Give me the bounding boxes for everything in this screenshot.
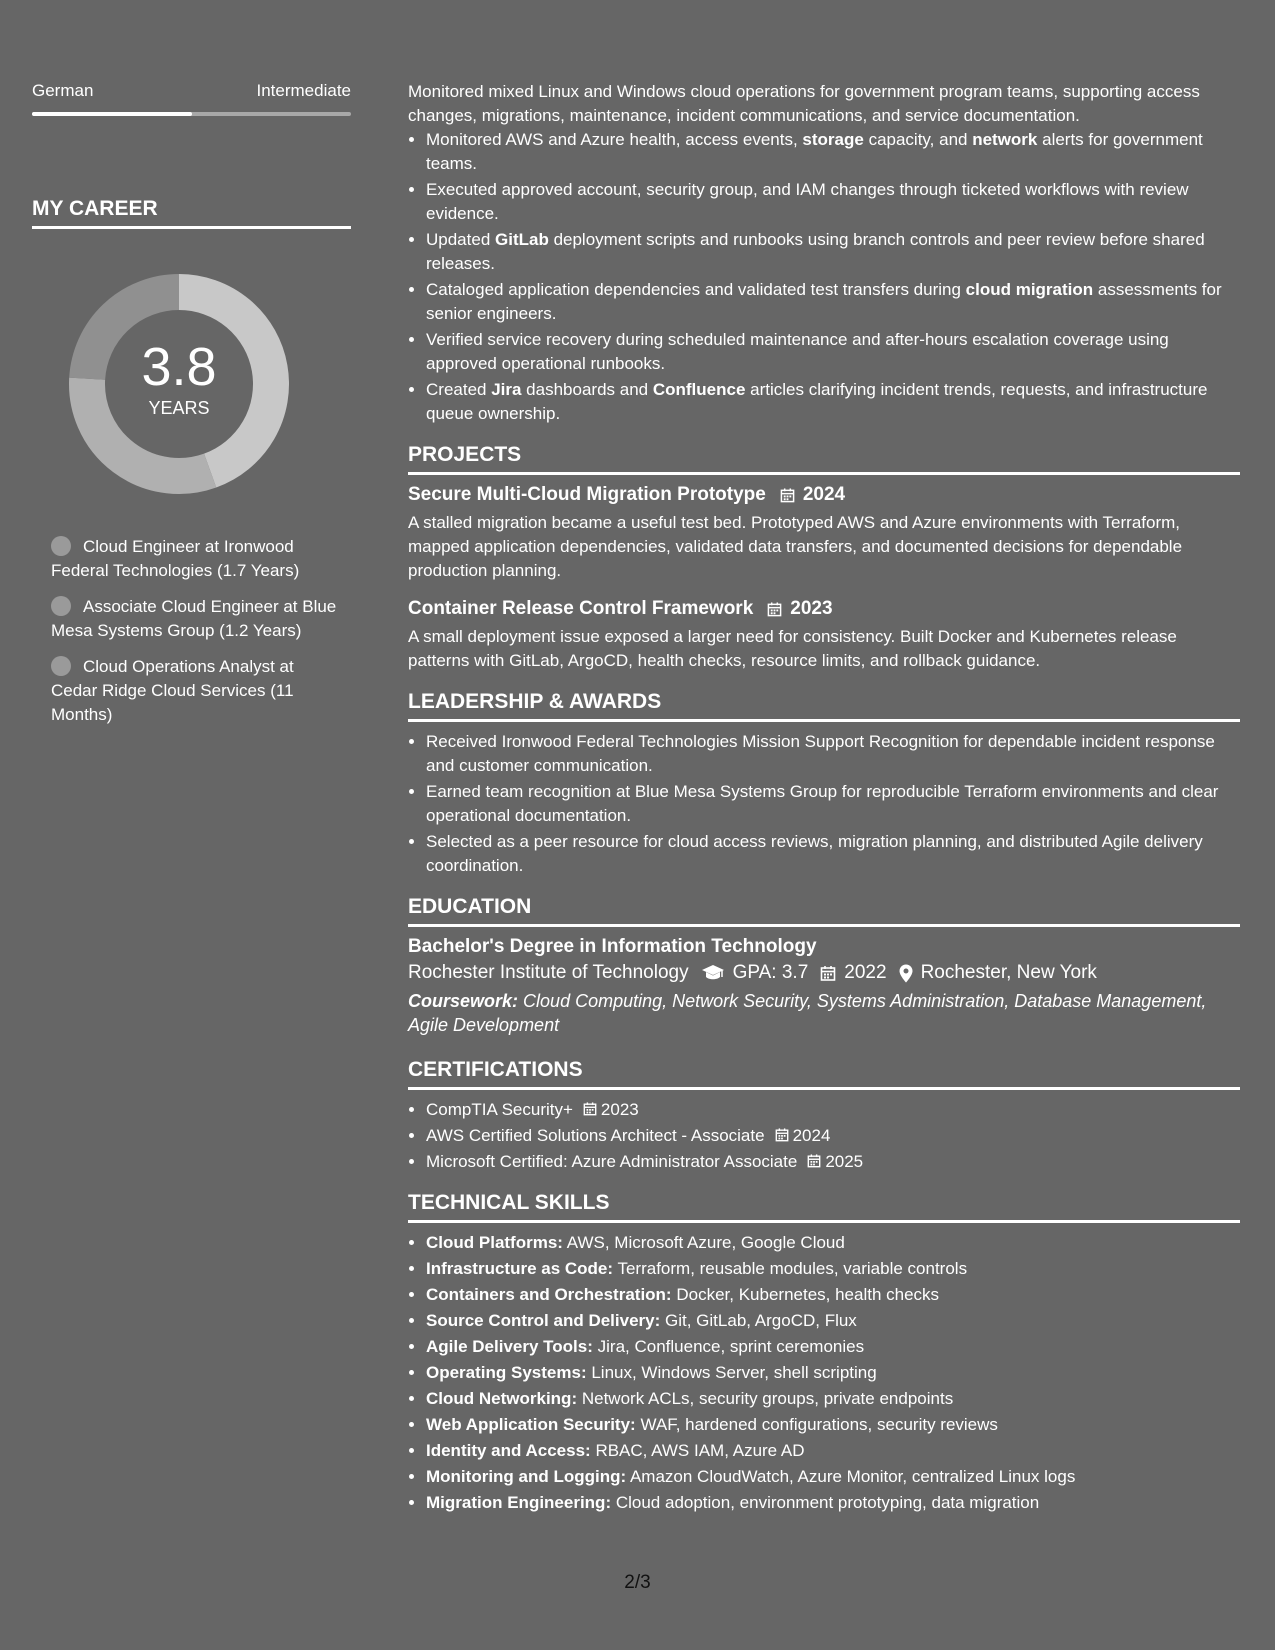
bullet-text: alerts for government teams. (426, 130, 1203, 173)
language-name: German (32, 81, 94, 100)
career-heading: MY CAREER (32, 196, 351, 229)
skills-list (408, 1231, 1240, 1515)
experience-bullet (426, 328, 1240, 376)
experience-bullet (426, 178, 1240, 226)
location-pin-icon (899, 964, 913, 983)
career-item-label: Cloud Engineer at Ironwood Federal Technologies (1.7 Years) (51, 537, 300, 580)
skill-values: Network ACLs, security groups, private endpoints (581, 1389, 954, 1408)
project-year: 2023 (790, 598, 833, 619)
project-title: Secure Multi-Cloud Migration Prototype (408, 484, 766, 505)
experience-bullet (426, 128, 1240, 176)
bullet-dot-icon (51, 656, 71, 676)
project-year: 2024 (802, 484, 846, 505)
bullet-text: capacity, and (863, 130, 973, 149)
education-school: Rochester Institute of Technology (408, 962, 689, 983)
leadership-list (408, 730, 1240, 878)
skill-values: Jira, Confluence, sprint ceremonies (597, 1337, 865, 1356)
certifications-list (408, 1098, 1240, 1174)
projects-heading: PROJECTS (408, 442, 1240, 475)
calendar-icon (767, 602, 782, 617)
bullet-text: Verified service recovery during scheduled maintenance and after-hours escalation coverage using approved operational runbooks. (426, 330, 1169, 373)
leadership-heading: LEADERSHIP & AWARDS (408, 689, 1240, 722)
leadership-item: • Selected as a peer resource for cloud access reviews, migration planning, and distributed Agile delivery coordination. (426, 830, 1240, 878)
skill-values: Linux, Windows Server, shell scripting (591, 1363, 877, 1382)
graduation-cap-icon (701, 964, 725, 982)
certification-item (426, 1124, 1240, 1148)
career-donut-chart (64, 269, 294, 499)
bullet-text: articles clarifying incident trends, requests, and infrastructure queue ownership. (426, 380, 1208, 423)
calendar-icon (807, 1154, 821, 1168)
skill-item (426, 1413, 1240, 1437)
experience-bullet (426, 378, 1240, 426)
skill-category: Source Control and Delivery: (426, 1311, 661, 1330)
education-coursework (408, 989, 1240, 1037)
skill-values: Docker, Kubernetes, health checks (676, 1285, 940, 1304)
experience-bullets (408, 128, 1240, 426)
skill-category: Cloud Platforms: (426, 1233, 563, 1252)
experience-bullet (426, 228, 1240, 276)
coursework-label: Coursework: (408, 991, 519, 1011)
leadership-item: • Received Ironwood Federal Technologies Mission Support Recognition for dependable incident response and customer communication. (426, 730, 1240, 778)
certifications-heading: CERTIFICATIONS (408, 1057, 1240, 1090)
experience-summary: Monitored mixed Linux and Windows cloud operations for government program teams, supporting access changes, migrations, maintenance, incident communications, and service documentation. (408, 82, 1200, 125)
bullet-text: Monitored AWS and Azure health, access events, (426, 130, 803, 149)
career-total-years: 3.8 (141, 337, 217, 397)
career-item (51, 595, 351, 643)
education-year: 2022 (844, 962, 887, 983)
project-description: A small deployment issue exposed a larger need for consistency. Built Docker and Kubernetes release patterns with GitLab, ArgoCD, health checks, resource limits, and rollback guidance. (408, 627, 1177, 670)
certification-year: 2025 (825, 1152, 864, 1171)
education-details (408, 959, 1240, 987)
education-heading: EDUCATION (408, 894, 1240, 927)
skill-category: Cloud Networking: (426, 1389, 578, 1408)
keyword-highlight: storage (802, 130, 864, 149)
project-title: Container Release Control Framework (408, 598, 754, 619)
calendar-icon (820, 965, 836, 982)
bullet-text: deployment scripts and runbooks using branch controls and peer review before shared releases. (426, 230, 1205, 273)
certification-year: 2023 (600, 1100, 639, 1119)
bullet-text: Updated (426, 230, 495, 249)
education-degree: Bachelor's Degree in Information Technology (408, 936, 817, 957)
skill-category: Operating Systems: (426, 1363, 587, 1382)
keyword-highlight: Jira (491, 380, 522, 399)
skill-values: Terraform, reusable modules, variable controls (617, 1259, 968, 1278)
bullet-text: assessments for senior engineers. (426, 280, 1222, 323)
skill-values: RBAC, AWS IAM, Azure AD (595, 1441, 805, 1460)
experience-bullet (426, 278, 1240, 326)
skill-category: Containers and Orchestration: (426, 1285, 672, 1304)
skill-category: Monitoring and Logging: (426, 1467, 627, 1486)
bullet-dot-icon (51, 596, 71, 616)
bullet-text: Executed approved account, security group, and IAM changes through ticketed workflows with review evidence. (426, 180, 1189, 223)
skill-item (426, 1387, 1240, 1411)
skills-heading: TECHNICAL SKILLS (408, 1190, 1240, 1223)
calendar-icon (780, 488, 795, 503)
skill-item (426, 1231, 1240, 1255)
bullet-text: Created (426, 380, 492, 399)
skill-values: WAF, hardened configurations, security reviews (640, 1415, 998, 1434)
bullet-text: Cataloged application dependencies and validated test transfers during (426, 280, 966, 299)
certification-name: AWS Certified Solutions Architect - Associate (426, 1126, 765, 1145)
skill-item (426, 1257, 1240, 1281)
certification-name: Microsoft Certified: Azure Administrator Associate (426, 1152, 798, 1171)
skill-values: Git, GitLab, ArgoCD, Flux (665, 1311, 857, 1330)
skill-item (426, 1309, 1240, 1333)
career-list (32, 535, 351, 727)
skill-values: AWS, Microsoft Azure, Google Cloud (566, 1233, 845, 1252)
skill-category: Migration Engineering: (426, 1493, 612, 1512)
bullet-text: dashboards and (521, 380, 653, 399)
career-item (51, 655, 351, 727)
skill-category: Agile Delivery Tools: (426, 1337, 593, 1356)
calendar-icon (775, 1128, 789, 1142)
project-description: A stalled migration became a useful test bed. Prototyped AWS and Azure environments with Terraform, mapped application dependencies, validated data transfers, and documented decisions for dependable production planning. (408, 513, 1183, 580)
language-row (32, 80, 351, 102)
certification-name: CompTIA Security+ (426, 1100, 573, 1119)
career-item (51, 535, 351, 583)
education-location: Rochester, New York (920, 962, 1097, 983)
main-content (408, 80, 1240, 1517)
certification-year: 2024 (792, 1126, 831, 1145)
skill-item (426, 1465, 1240, 1489)
calendar-icon (583, 1102, 597, 1116)
skill-category: Infrastructure as Code: (426, 1259, 614, 1278)
skill-values: Amazon CloudWatch, Azure Monitor, centralized Linux logs (629, 1467, 1076, 1486)
keyword-highlight: cloud migration (965, 280, 1094, 299)
bullet-dot-icon (51, 536, 71, 556)
skill-item (426, 1439, 1240, 1463)
project-item (408, 597, 1240, 673)
language-proficiency-fill (32, 112, 192, 116)
sidebar (32, 80, 351, 739)
certification-item (426, 1098, 1240, 1122)
skill-item (426, 1491, 1240, 1515)
leadership-item: • Earned team recognition at Blue Mesa Systems Group for reproducible Terraform environments and clear operational documentation. (426, 780, 1240, 828)
career-item-label: Cloud Operations Analyst at Cedar Ridge Cloud Services (11 Months) (51, 657, 294, 724)
career-total-unit: YEARS (148, 398, 210, 418)
skill-category: Web Application Security: (426, 1415, 636, 1434)
project-item (408, 483, 1240, 583)
skill-values: Cloud adoption, environment prototyping, data migration (615, 1493, 1040, 1512)
skill-item (426, 1361, 1240, 1385)
keyword-highlight: network (972, 130, 1038, 149)
education-gpa: GPA: 3.7 (732, 962, 809, 983)
skill-item (426, 1283, 1240, 1307)
career-item-label: Associate Cloud Engineer at Blue Mesa Systems Group (1.2 Years) (51, 597, 337, 640)
keyword-highlight: Confluence (652, 380, 746, 399)
language-proficiency-bar (32, 112, 351, 116)
certification-item (426, 1150, 1240, 1174)
page-number: 2/3 (624, 1572, 651, 1593)
skill-item (426, 1335, 1240, 1359)
language-level: Intermediate (256, 81, 351, 100)
coursework-list: Cloud Computing, Network Security, Systems Administration, Database Management, Agile Development (408, 991, 1207, 1035)
skill-category: Identity and Access: (426, 1441, 591, 1460)
keyword-highlight: GitLab (495, 230, 549, 249)
